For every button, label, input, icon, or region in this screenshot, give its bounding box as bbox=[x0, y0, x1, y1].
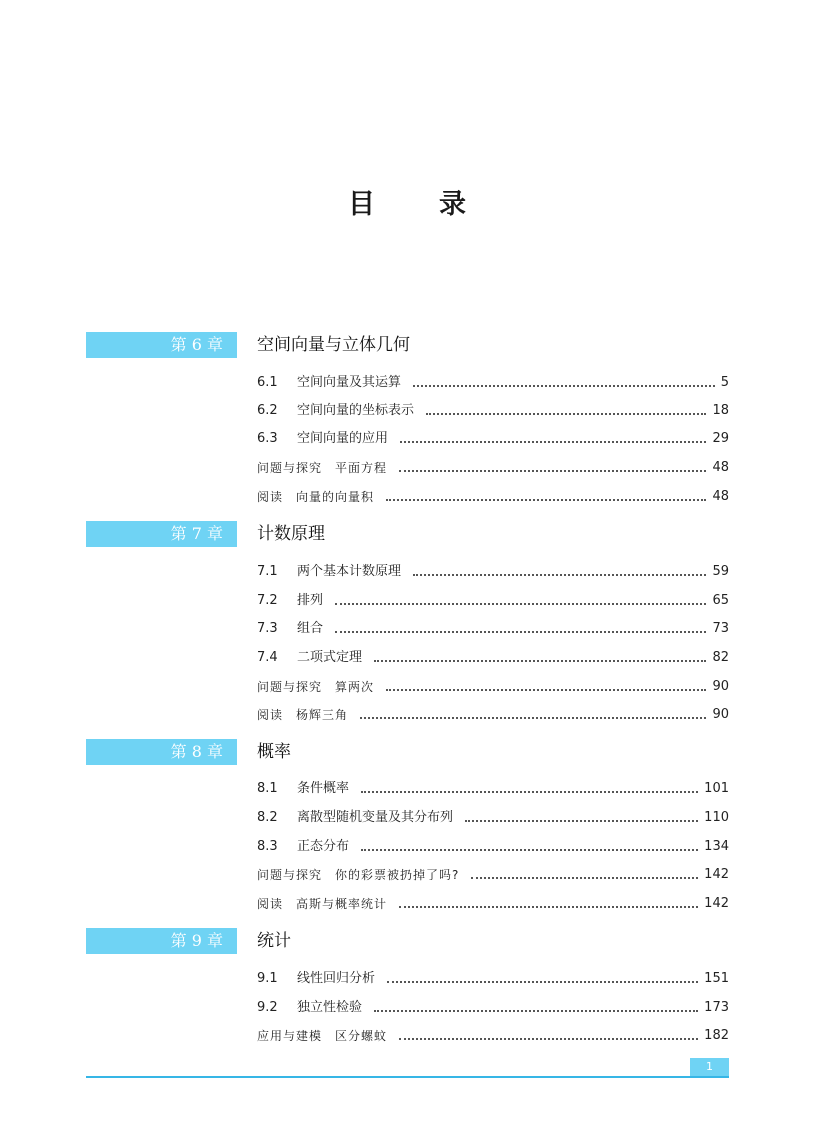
entry-title: 空间向量及其运算 bbox=[297, 375, 402, 390]
toc-entry[interactable] bbox=[257, 864, 729, 884]
chapter-8-title: 概率 bbox=[257, 742, 291, 762]
dot-leader bbox=[399, 1038, 698, 1040]
entry-page: 48 bbox=[712, 489, 729, 504]
entry-page: 82 bbox=[712, 650, 729, 665]
entry-title: 两个基本计数原理 bbox=[297, 564, 402, 579]
dot-leader bbox=[413, 574, 706, 576]
chapter-9-title: 统计 bbox=[257, 931, 291, 951]
entry-page: 65 bbox=[712, 593, 729, 608]
entry-number: 6.3 bbox=[257, 431, 278, 446]
toc-entry[interactable] bbox=[257, 428, 729, 448]
toc-entry[interactable] bbox=[257, 618, 729, 638]
chapter-7-label: 第 7 章 bbox=[86, 521, 237, 547]
entry-title: 独立性检验 bbox=[297, 1000, 363, 1015]
entry-title: 离散型随机变量及其分布列 bbox=[297, 810, 454, 825]
chapter-7-title: 计数原理 bbox=[257, 524, 325, 544]
entry-number: 6.1 bbox=[257, 375, 278, 390]
toc-entry[interactable] bbox=[257, 968, 729, 988]
entry-title: 阅读 高斯与概率统计 bbox=[257, 897, 388, 911]
dot-leader bbox=[361, 791, 698, 793]
page-title bbox=[0, 182, 816, 221]
dot-leader bbox=[374, 1010, 698, 1012]
dot-leader bbox=[426, 413, 706, 415]
toc-entry[interactable] bbox=[257, 676, 729, 696]
toc-entry[interactable] bbox=[257, 893, 729, 913]
page-number: 1 bbox=[690, 1058, 729, 1076]
dot-leader bbox=[399, 906, 698, 908]
entry-page: 142 bbox=[704, 896, 729, 911]
entry-number: 8.1 bbox=[257, 781, 278, 796]
entry-number: 7.1 bbox=[257, 564, 278, 579]
dot-leader bbox=[413, 385, 715, 387]
entry-number: 7.2 bbox=[257, 593, 278, 608]
toc-entry[interactable] bbox=[257, 997, 729, 1017]
entry-page: 48 bbox=[712, 460, 729, 475]
entry-page: 101 bbox=[704, 781, 729, 796]
dot-leader bbox=[386, 499, 706, 501]
entry-title: 问题与探究 你的彩票被扔掉了吗? bbox=[257, 868, 460, 882]
entry-page: 18 bbox=[712, 403, 729, 418]
entry-page: 90 bbox=[712, 707, 729, 722]
entry-title: 二项式定理 bbox=[297, 650, 363, 665]
entry-page: 59 bbox=[712, 564, 729, 579]
toc-entry[interactable] bbox=[257, 561, 729, 581]
toc-entry[interactable] bbox=[257, 836, 729, 856]
toc-entry[interactable] bbox=[257, 807, 729, 827]
toc-entry[interactable] bbox=[257, 704, 729, 724]
entry-page: 29 bbox=[712, 431, 729, 446]
entry-page: 110 bbox=[704, 810, 729, 825]
entry-title: 应用与建模 区分螺蚊 bbox=[257, 1029, 388, 1043]
dot-leader bbox=[399, 470, 706, 472]
entry-page: 5 bbox=[720, 375, 729, 390]
dot-leader bbox=[360, 717, 706, 719]
entry-title: 问题与探究 平面方程 bbox=[257, 461, 388, 475]
entry-title: 空间向量的坐标表示 bbox=[297, 403, 415, 418]
entry-number: 7.4 bbox=[257, 650, 278, 665]
dot-leader bbox=[335, 631, 706, 633]
entry-page: 142 bbox=[704, 867, 729, 882]
entry-title: 阅读 杨辉三角 bbox=[257, 708, 349, 722]
entry-title: 条件概率 bbox=[297, 781, 350, 796]
dot-leader bbox=[387, 981, 698, 983]
entry-number: 8.2 bbox=[257, 810, 278, 825]
toc-entry[interactable] bbox=[257, 457, 729, 477]
entry-title: 组合 bbox=[297, 621, 324, 636]
dot-leader bbox=[374, 660, 706, 662]
entry-title: 空间向量的应用 bbox=[297, 431, 389, 446]
toc-entry[interactable] bbox=[257, 400, 729, 420]
entry-page: 173 bbox=[704, 1000, 729, 1015]
toc-entry[interactable] bbox=[257, 486, 729, 506]
dot-leader bbox=[361, 849, 698, 851]
chapter-6-label: 第 6 章 bbox=[86, 332, 237, 358]
dot-leader bbox=[400, 441, 706, 443]
entry-title: 问题与探究 算两次 bbox=[257, 680, 375, 694]
dot-leader bbox=[471, 877, 698, 879]
entry-title: 排列 bbox=[297, 593, 324, 608]
toc-entry[interactable] bbox=[257, 778, 729, 798]
entry-number: 6.2 bbox=[257, 403, 278, 418]
entry-title: 阅读 向量的向量积 bbox=[257, 490, 375, 504]
chapter-8-label: 第 8 章 bbox=[86, 739, 237, 765]
chapter-6-title: 空间向量与立体几何 bbox=[257, 335, 410, 355]
chapter-9-label: 第 9 章 bbox=[86, 928, 237, 954]
dot-leader bbox=[335, 603, 706, 605]
footer-rule bbox=[86, 1076, 729, 1078]
entry-number: 8.3 bbox=[257, 839, 278, 854]
entry-number: 9.1 bbox=[257, 971, 278, 986]
toc-entry[interactable] bbox=[257, 1025, 729, 1045]
title-char-1: 目 bbox=[348, 189, 377, 220]
entry-page: 182 bbox=[704, 1028, 729, 1043]
entry-number: 7.3 bbox=[257, 621, 278, 636]
entry-page: 90 bbox=[712, 679, 729, 694]
entry-page: 73 bbox=[712, 621, 729, 636]
entry-title: 正态分布 bbox=[297, 839, 350, 854]
entry-title: 线性回归分析 bbox=[297, 971, 376, 986]
toc-entry[interactable] bbox=[257, 647, 729, 667]
entry-page: 151 bbox=[704, 971, 729, 986]
dot-leader bbox=[465, 820, 698, 822]
title-char-2: 录 bbox=[439, 189, 468, 220]
toc-entry[interactable] bbox=[257, 372, 729, 392]
entry-page: 134 bbox=[704, 839, 729, 854]
dot-leader bbox=[386, 689, 706, 691]
toc-entry[interactable] bbox=[257, 590, 729, 610]
entry-number: 9.2 bbox=[257, 1000, 278, 1015]
